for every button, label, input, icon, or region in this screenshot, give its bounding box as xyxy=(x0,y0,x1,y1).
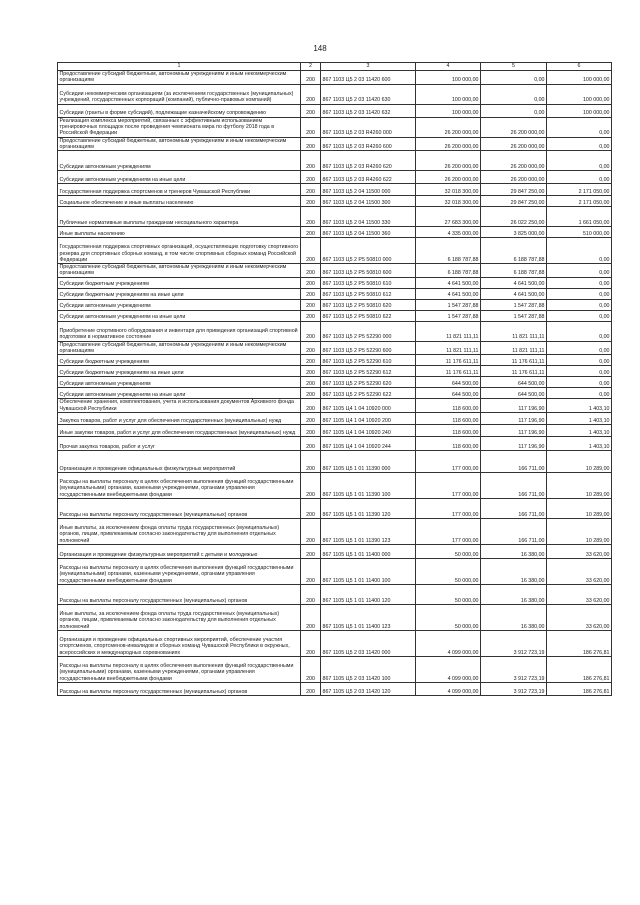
row-amount-col5-cell: 11 176 611,11 xyxy=(481,366,547,377)
row-classification-cell: 867 1105 Ц5 2 03 11420 000 xyxy=(321,630,416,656)
row-amount-col6-cell: 186 276,81 xyxy=(547,630,612,656)
row-amount-col5-cell: 6 188 787,88 xyxy=(481,264,547,278)
row-classification-cell: 867 1105 Ц4 1 04 10920 000 xyxy=(321,399,416,413)
row-amount-col6-cell: 10 289,00 xyxy=(547,518,612,544)
row-amount-col4-cell: 4 335 000,00 xyxy=(416,227,481,238)
row-classification-cell: 867 1105 Ц5 1 01 11400 000 xyxy=(321,544,416,558)
row-name-cell: Субсидии (гранты в форме субсидий), подлежащие казначейскому сопровождению xyxy=(58,104,301,117)
row-name-cell: Организация и проведение физкультурных мероприятий с детьми и молодежью xyxy=(58,544,301,558)
row-amount-col5-cell: 16 380,00 xyxy=(481,584,547,604)
row-code2-cell: 200 xyxy=(301,472,321,498)
table-row xyxy=(58,104,612,117)
row-classification-cell: 867 1103 Ц5 2 03 11420 600 xyxy=(321,71,416,85)
table-row xyxy=(58,341,612,355)
row-classification-cell: 867 1103 Ц5 2 03 R4260 000 xyxy=(321,117,416,137)
table-row xyxy=(58,310,612,321)
row-amount-col5-cell: 0,00 xyxy=(481,84,547,104)
table-row xyxy=(58,604,612,630)
row-amount-col6-cell: 0,00 xyxy=(547,264,612,278)
row-code2-cell: 200 xyxy=(301,117,321,137)
row-name-cell: Субсидии автономным учреждениям на иные цели xyxy=(58,171,301,184)
row-code2-cell: 200 xyxy=(301,377,321,388)
row-amount-col4-cell: 644 500,00 xyxy=(416,377,481,388)
row-name-cell: Закупка товаров, работ и услуг для обеспечения государственных (муниципальных) нужд xyxy=(58,412,301,424)
row-amount-col5-cell: 166 711,00 xyxy=(481,498,547,518)
row-code2-cell: 200 xyxy=(301,196,321,207)
row-name-cell: Расходы на выплаты персоналу государственных (муниципальных) органов xyxy=(58,498,301,518)
row-classification-cell: 867 1105 Ц4 1 04 10920 200 xyxy=(321,412,416,424)
row-amount-col4-cell: 4 099 000,00 xyxy=(416,682,481,695)
row-code2-cell: 200 xyxy=(301,84,321,104)
table-row xyxy=(58,584,612,604)
row-amount-col6-cell: 33 620,00 xyxy=(547,558,612,584)
table-row xyxy=(58,227,612,238)
row-amount-col5-cell: 0,00 xyxy=(481,104,547,117)
row-name-cell: Обеспечение хранения, комплектования, учета и использования документов Архивного фонда Чувашской Республики xyxy=(58,399,301,413)
row-amount-col6-cell: 10 289,00 xyxy=(547,498,612,518)
table-row xyxy=(58,288,612,299)
row-code2-cell: 200 xyxy=(301,171,321,184)
row-name-cell: Субсидии автономным учреждениям xyxy=(58,151,301,171)
row-name-cell: Субсидии бюджетным учреждениям на иные цели xyxy=(58,366,301,377)
row-classification-cell: 867 1103 Ц5 2 P5 50810 610 xyxy=(321,277,416,288)
row-amount-col4-cell: 50 000,00 xyxy=(416,584,481,604)
table-row xyxy=(58,518,612,544)
row-amount-col5-cell: 3 825 000,00 xyxy=(481,227,547,238)
row-amount-col4-cell: 118 600,00 xyxy=(416,424,481,436)
row-classification-cell: 867 1105 Ц5 1 01 11400 120 xyxy=(321,584,416,604)
row-amount-col6-cell: 33 620,00 xyxy=(547,604,612,630)
table-header-row xyxy=(58,63,612,71)
row-amount-col4-cell: 11 176 611,11 xyxy=(416,366,481,377)
row-amount-col4-cell: 118 600,00 xyxy=(416,412,481,424)
row-classification-cell: 867 1105 Ц5 1 01 11390 120 xyxy=(321,498,416,518)
row-amount-col5-cell: 644 500,00 xyxy=(481,388,547,399)
row-name-cell: Предоставление субсидий бюджетным, автономным учреждениям и иным некоммерческим организациям xyxy=(58,71,301,85)
row-amount-col4-cell: 26 200 000,00 xyxy=(416,151,481,171)
row-code2-cell: 200 xyxy=(301,656,321,682)
row-amount-col5-cell: 1 547 287,88 xyxy=(481,310,547,321)
table-row xyxy=(58,355,612,366)
row-name-cell: Организация и проведение официальных спортивных мероприятий, обеспечение участия спортсменов, спортсменов-инвалидов и сборных команд Чувашской Республики в окружных, всероссийских и международных соревнованиях xyxy=(58,630,301,656)
row-amount-col6-cell: 0,00 xyxy=(547,151,612,171)
row-name-cell: Предоставление субсидий бюджетным, автономным учреждениям и иным некоммерческим организациям xyxy=(58,264,301,278)
row-amount-col4-cell: 4 099 000,00 xyxy=(416,656,481,682)
row-amount-col5-cell: 29 847 250,00 xyxy=(481,196,547,207)
row-amount-col5-cell: 6 188 787,88 xyxy=(481,238,547,264)
row-amount-col5-cell: 166 711,00 xyxy=(481,472,547,498)
row-amount-col4-cell: 644 500,00 xyxy=(416,388,481,399)
row-name-cell: Иные закупки товаров, работ и услуг для обеспечения государственных (муниципальных) нужд xyxy=(58,424,301,436)
row-code2-cell: 200 xyxy=(301,104,321,117)
row-name-cell: Иные выплаты населению xyxy=(58,227,301,238)
table-row xyxy=(58,630,612,656)
table-row xyxy=(58,137,612,151)
row-name-cell: Субсидии бюджетным учреждениям xyxy=(58,277,301,288)
row-classification-cell: 867 1103 Ц5 2 P5 50810 000 xyxy=(321,238,416,264)
table-row xyxy=(58,412,612,424)
row-amount-col5-cell: 4 641 500,00 xyxy=(481,288,547,299)
row-classification-cell: 867 1103 Ц5 2 04 11500 000 xyxy=(321,184,416,196)
row-classification-cell: 867 1103 Ц5 2 03 R4260 620 xyxy=(321,151,416,171)
row-code2-cell: 200 xyxy=(301,518,321,544)
row-amount-col4-cell: 118 600,00 xyxy=(416,436,481,450)
row-amount-col6-cell: 186 276,81 xyxy=(547,656,612,682)
row-classification-cell: 867 1103 Ц5 2 P5 50810 612 xyxy=(321,288,416,299)
row-name-cell: Субсидии бюджетным учреждениям xyxy=(58,355,301,366)
table-row xyxy=(58,436,612,450)
table-row xyxy=(58,498,612,518)
row-code2-cell: 200 xyxy=(301,399,321,413)
row-code2-cell: 200 xyxy=(301,288,321,299)
row-amount-col5-cell: 166 711,00 xyxy=(481,450,547,472)
row-amount-col6-cell: 100 000,00 xyxy=(547,104,612,117)
row-amount-col6-cell: 186 276,81 xyxy=(547,682,612,695)
row-name-cell: Иные выплаты, за исключением фонда оплаты труда государственных (муниципальных) органов, лицам, привлекаемым согласно законодательству для выполнения отдельных полномочий xyxy=(58,518,301,544)
row-name-cell: Предоставление субсидий бюджетным, автономным учреждениям и иным некоммерческим организациям xyxy=(58,137,301,151)
row-name-cell: Реализация комплекса мероприятий, связанных с эффективным использованием тренировочных площадок после проведения чемпионата мира по футболу 2018 года в Российской Федерации xyxy=(58,117,301,137)
row-name-cell: Субсидии автономным учреждениям xyxy=(58,299,301,310)
table-row xyxy=(58,151,612,171)
row-classification-cell: 867 1103 Ц5 2 P5 52290 610 xyxy=(321,355,416,366)
row-code2-cell: 200 xyxy=(301,424,321,436)
row-code2-cell: 200 xyxy=(301,277,321,288)
table-row xyxy=(58,299,612,310)
row-classification-cell: 867 1105 Ц5 1 01 11400 123 xyxy=(321,604,416,630)
row-code2-cell: 200 xyxy=(301,151,321,171)
row-name-cell: Расходы на выплаты персоналу в целях обеспечения выполнения функций государственными (муниципальными) органами, казенными учреждениями, органами управления государственными внебюджетными фондами xyxy=(58,656,301,682)
row-amount-col6-cell: 0,00 xyxy=(547,277,612,288)
row-amount-col5-cell: 26 200 000,00 xyxy=(481,137,547,151)
row-name-cell: Прочая закупка товаров, работ и услуг xyxy=(58,436,301,450)
row-code2-cell: 200 xyxy=(301,321,321,341)
row-amount-col6-cell: 100 000,00 xyxy=(547,84,612,104)
row-code2-cell: 200 xyxy=(301,299,321,310)
row-code2-cell: 200 xyxy=(301,630,321,656)
row-amount-col5-cell: 3 912 723,19 xyxy=(481,656,547,682)
row-classification-cell: 867 1103 Ц5 2 04 11500 360 xyxy=(321,227,416,238)
row-amount-col5-cell: 11 821 111,11 xyxy=(481,321,547,341)
row-amount-col6-cell: 510 000,00 xyxy=(547,227,612,238)
row-amount-col4-cell: 177 000,00 xyxy=(416,498,481,518)
row-classification-cell: 867 1103 Ц5 2 P5 50810 620 xyxy=(321,299,416,310)
row-code2-cell: 200 xyxy=(301,604,321,630)
row-amount-col4-cell: 118 600,00 xyxy=(416,399,481,413)
table-row xyxy=(58,264,612,278)
row-classification-cell: 867 1105 Ц5 1 01 11390 100 xyxy=(321,472,416,498)
row-amount-col4-cell: 26 200 000,00 xyxy=(416,171,481,184)
row-classification-cell: 867 1105 Ц5 2 03 11420 120 xyxy=(321,682,416,695)
row-amount-col4-cell: 100 000,00 xyxy=(416,104,481,117)
row-amount-col4-cell: 26 200 000,00 xyxy=(416,137,481,151)
row-name-cell: Расходы на выплаты персоналу в целях обеспечения выполнения функций государственными (муниципальными) органами, казенными учреждениями, органами управления государственными внебюджетными фондами xyxy=(58,472,301,498)
table-row xyxy=(58,450,612,472)
row-code2-cell: 200 xyxy=(301,355,321,366)
row-name-cell: Приобретение спортивного оборудования и инвентаря для приведения организаций спортивной подготовки в нормативное состояние xyxy=(58,321,301,341)
row-amount-col4-cell: 32 018 300,00 xyxy=(416,196,481,207)
row-name-cell: Организация и проведение официальных физкультурных мероприятий xyxy=(58,450,301,472)
row-classification-cell: 867 1103 Ц5 2 P5 52290 622 xyxy=(321,388,416,399)
row-amount-col5-cell: 11 176 611,11 xyxy=(481,355,547,366)
row-amount-col6-cell: 0,00 xyxy=(547,341,612,355)
row-amount-col4-cell: 100 000,00 xyxy=(416,71,481,85)
row-amount-col4-cell: 177 000,00 xyxy=(416,472,481,498)
row-amount-col6-cell: 1 661 050,00 xyxy=(547,207,612,227)
table-row xyxy=(58,399,612,413)
table-row xyxy=(58,558,612,584)
row-classification-cell: 867 1105 Ц5 1 01 11400 100 xyxy=(321,558,416,584)
row-amount-col6-cell: 0,00 xyxy=(547,238,612,264)
table-row xyxy=(58,84,612,104)
row-classification-cell: 867 1105 Ц4 1 04 10920 244 xyxy=(321,436,416,450)
page-number: 148 xyxy=(313,44,327,53)
row-classification-cell: 867 1103 Ц5 2 03 R4260 622 xyxy=(321,171,416,184)
row-code2-cell: 200 xyxy=(301,682,321,695)
row-amount-col6-cell: 0,00 xyxy=(547,137,612,151)
row-amount-col4-cell: 177 000,00 xyxy=(416,518,481,544)
row-amount-col6-cell: 33 620,00 xyxy=(547,544,612,558)
row-amount-col4-cell: 32 018 300,00 xyxy=(416,184,481,196)
table-row xyxy=(58,207,612,227)
table-row xyxy=(58,238,612,264)
row-name-cell: Социальное обеспечение и иные выплаты населению xyxy=(58,196,301,207)
table-row xyxy=(58,321,612,341)
row-amount-col4-cell: 11 176 611,11 xyxy=(416,355,481,366)
row-amount-col4-cell: 4 641 500,00 xyxy=(416,288,481,299)
row-classification-cell: 867 1105 Ц5 1 01 11390 123 xyxy=(321,518,416,544)
row-amount-col6-cell: 0,00 xyxy=(547,299,612,310)
budget-table xyxy=(57,62,612,696)
row-amount-col5-cell: 117 196,90 xyxy=(481,424,547,436)
row-amount-col6-cell: 10 289,00 xyxy=(547,450,612,472)
header-cell: 4 xyxy=(416,63,481,71)
row-classification-cell: 867 1103 Ц5 2 P5 52290 600 xyxy=(321,341,416,355)
row-amount-col4-cell: 50 000,00 xyxy=(416,558,481,584)
row-amount-col6-cell: 100 000,00 xyxy=(547,71,612,85)
row-code2-cell: 200 xyxy=(301,450,321,472)
row-classification-cell: 867 1103 Ц5 2 04 11500 330 xyxy=(321,207,416,227)
row-amount-col4-cell: 50 000,00 xyxy=(416,544,481,558)
row-amount-col6-cell: 0,00 xyxy=(547,388,612,399)
row-code2-cell: 200 xyxy=(301,366,321,377)
row-code2-cell: 200 xyxy=(301,71,321,85)
row-amount-col5-cell: 16 380,00 xyxy=(481,544,547,558)
row-amount-col5-cell: 117 196,90 xyxy=(481,399,547,413)
row-code2-cell: 200 xyxy=(301,310,321,321)
row-amount-col5-cell: 16 380,00 xyxy=(481,604,547,630)
header-cell: 2 xyxy=(301,63,321,71)
row-code2-cell: 200 xyxy=(301,498,321,518)
row-amount-col6-cell: 2 171 050,00 xyxy=(547,196,612,207)
row-classification-cell: 867 1103 Ц5 2 P5 50810 622 xyxy=(321,310,416,321)
row-name-cell: Субсидии бюджетным учреждениям на иные цели xyxy=(58,288,301,299)
table-row xyxy=(58,682,612,695)
table-row xyxy=(58,544,612,558)
row-classification-cell: 867 1103 Ц5 2 03 11420 632 xyxy=(321,104,416,117)
table-row xyxy=(58,196,612,207)
row-code2-cell: 200 xyxy=(301,558,321,584)
row-amount-col5-cell: 1 547 287,88 xyxy=(481,299,547,310)
row-classification-cell: 867 1105 Ц4 1 04 10920 240 xyxy=(321,424,416,436)
table-row xyxy=(58,377,612,388)
row-amount-col4-cell: 177 000,00 xyxy=(416,450,481,472)
row-amount-col5-cell: 3 912 723,19 xyxy=(481,630,547,656)
row-amount-col6-cell: 1 403,10 xyxy=(547,424,612,436)
row-amount-col4-cell: 100 000,00 xyxy=(416,84,481,104)
row-amount-col5-cell: 16 380,00 xyxy=(481,558,547,584)
table-row xyxy=(58,117,612,137)
row-amount-col5-cell: 117 196,90 xyxy=(481,412,547,424)
row-amount-col4-cell: 1 547 287,88 xyxy=(416,299,481,310)
row-code2-cell: 200 xyxy=(301,207,321,227)
row-classification-cell: 867 1103 Ц5 2 03 R4260 600 xyxy=(321,137,416,151)
row-amount-col6-cell: 33 620,00 xyxy=(547,584,612,604)
row-amount-col5-cell: 644 500,00 xyxy=(481,377,547,388)
row-amount-col5-cell: 26 200 000,00 xyxy=(481,151,547,171)
table-row xyxy=(58,171,612,184)
row-name-cell: Публичные нормативные выплаты гражданам несоциального характера xyxy=(58,207,301,227)
header-cell: 5 xyxy=(481,63,547,71)
row-name-cell: Субсидии автономным учреждениям на иные цели xyxy=(58,388,301,399)
row-classification-cell: 867 1105 Ц5 2 03 11420 100 xyxy=(321,656,416,682)
table-row xyxy=(58,656,612,682)
row-code2-cell: 200 xyxy=(301,137,321,151)
table-row xyxy=(58,71,612,85)
row-amount-col5-cell: 117 196,90 xyxy=(481,436,547,450)
row-classification-cell: 867 1103 Ц5 2 P5 52290 620 xyxy=(321,377,416,388)
row-code2-cell: 200 xyxy=(301,544,321,558)
row-name-cell: Государственная поддержка спортивных организаций, осуществляющих подготовку спортивного резерва для спортивных сборных команд, в том числе спортивных сборных команд Российской Федерации xyxy=(58,238,301,264)
row-amount-col6-cell: 0,00 xyxy=(547,288,612,299)
row-amount-col5-cell: 26 200 000,00 xyxy=(481,117,547,137)
table-row xyxy=(58,277,612,288)
row-amount-col6-cell: 1 403,10 xyxy=(547,436,612,450)
row-amount-col4-cell: 26 200 000,00 xyxy=(416,117,481,137)
row-amount-col6-cell: 1 403,10 xyxy=(547,399,612,413)
row-amount-col6-cell: 1 403,10 xyxy=(547,412,612,424)
row-amount-col4-cell: 50 000,00 xyxy=(416,604,481,630)
row-amount-col4-cell: 4 641 500,00 xyxy=(416,277,481,288)
row-amount-col6-cell: 0,00 xyxy=(547,310,612,321)
row-amount-col6-cell: 0,00 xyxy=(547,321,612,341)
row-amount-col5-cell: 26 200 000,00 xyxy=(481,171,547,184)
row-code2-cell: 200 xyxy=(301,227,321,238)
row-amount-col6-cell: 0,00 xyxy=(547,366,612,377)
row-amount-col4-cell: 11 821 111,11 xyxy=(416,341,481,355)
row-name-cell: Расходы на выплаты персоналу в целях обеспечения выполнения функций государственными (муниципальными) органами, казенными учреждениями, органами управления государственными внебюджетными фондами xyxy=(58,558,301,584)
row-amount-col5-cell: 4 641 500,00 xyxy=(481,277,547,288)
row-name-cell: Субсидии некоммерческим организациям (за исключением государственных (муниципальных) учреждений, государственных корпораций (компаний), публично-правовых компаний) xyxy=(58,84,301,104)
row-amount-col5-cell: 11 821 111,11 xyxy=(481,341,547,355)
row-code2-cell: 200 xyxy=(301,341,321,355)
row-amount-col5-cell: 0,00 xyxy=(481,71,547,85)
row-classification-cell: 867 1103 Ц5 2 P5 52290 000 xyxy=(321,321,416,341)
row-code2-cell: 200 xyxy=(301,238,321,264)
row-amount-col4-cell: 6 188 787,88 xyxy=(416,264,481,278)
row-classification-cell: 867 1103 Ц5 2 P5 50810 600 xyxy=(321,264,416,278)
row-code2-cell: 200 xyxy=(301,388,321,399)
row-name-cell: Государственная поддержка спортсменов и тренеров Чувашской Республики xyxy=(58,184,301,196)
row-code2-cell: 200 xyxy=(301,412,321,424)
table-row xyxy=(58,366,612,377)
row-code2-cell: 200 xyxy=(301,584,321,604)
header-cell: 1 xyxy=(58,63,301,71)
row-amount-col6-cell: 0,00 xyxy=(547,117,612,137)
table-row xyxy=(58,388,612,399)
header-cell: 6 xyxy=(547,63,612,71)
row-amount-col4-cell: 1 547 287,88 xyxy=(416,310,481,321)
row-code2-cell: 200 xyxy=(301,264,321,278)
row-amount-col4-cell: 6 188 787,88 xyxy=(416,238,481,264)
row-name-cell: Расходы на выплаты персоналу государственных (муниципальных) органов xyxy=(58,682,301,695)
row-amount-col6-cell: 10 289,00 xyxy=(547,472,612,498)
row-classification-cell: 867 1103 Ц5 2 P5 52290 612 xyxy=(321,366,416,377)
row-amount-col4-cell: 11 821 111,11 xyxy=(416,321,481,341)
row-name-cell: Субсидии автономным учреждениям xyxy=(58,377,301,388)
row-amount-col5-cell: 3 912 723,19 xyxy=(481,682,547,695)
row-classification-cell: 867 1103 Ц5 2 03 11420 630 xyxy=(321,84,416,104)
row-amount-col6-cell: 2 171 050,00 xyxy=(547,184,612,196)
row-amount-col5-cell: 29 847 250,00 xyxy=(481,184,547,196)
row-amount-col6-cell: 0,00 xyxy=(547,171,612,184)
row-classification-cell: 867 1103 Ц5 2 04 11500 300 xyxy=(321,196,416,207)
row-classification-cell: 867 1105 Ц5 1 01 11390 000 xyxy=(321,450,416,472)
table-row xyxy=(58,184,612,196)
row-amount-col4-cell: 4 099 000,00 xyxy=(416,630,481,656)
row-amount-col5-cell: 26 022 250,00 xyxy=(481,207,547,227)
row-code2-cell: 200 xyxy=(301,184,321,196)
row-name-cell: Предоставление субсидий бюджетным, автономным учреждениям и иным некоммерческим организациям xyxy=(58,341,301,355)
table-row xyxy=(58,424,612,436)
header-cell: 3 xyxy=(321,63,416,71)
row-amount-col5-cell: 166 711,00 xyxy=(481,518,547,544)
row-amount-col6-cell: 0,00 xyxy=(547,377,612,388)
table-row xyxy=(58,472,612,498)
row-amount-col6-cell: 0,00 xyxy=(547,355,612,366)
row-name-cell: Иные выплаты, за исключением фонда оплаты труда государственных (муниципальных) органов, лицам, привлекаемым согласно законодательству для выполнения отдельных полномочий xyxy=(58,604,301,630)
row-code2-cell: 200 xyxy=(301,436,321,450)
row-name-cell: Субсидии автономным учреждениям на иные цели xyxy=(58,310,301,321)
row-amount-col4-cell: 27 683 300,00 xyxy=(416,207,481,227)
row-name-cell: Расходы на выплаты персоналу государственных (муниципальных) органов xyxy=(58,584,301,604)
